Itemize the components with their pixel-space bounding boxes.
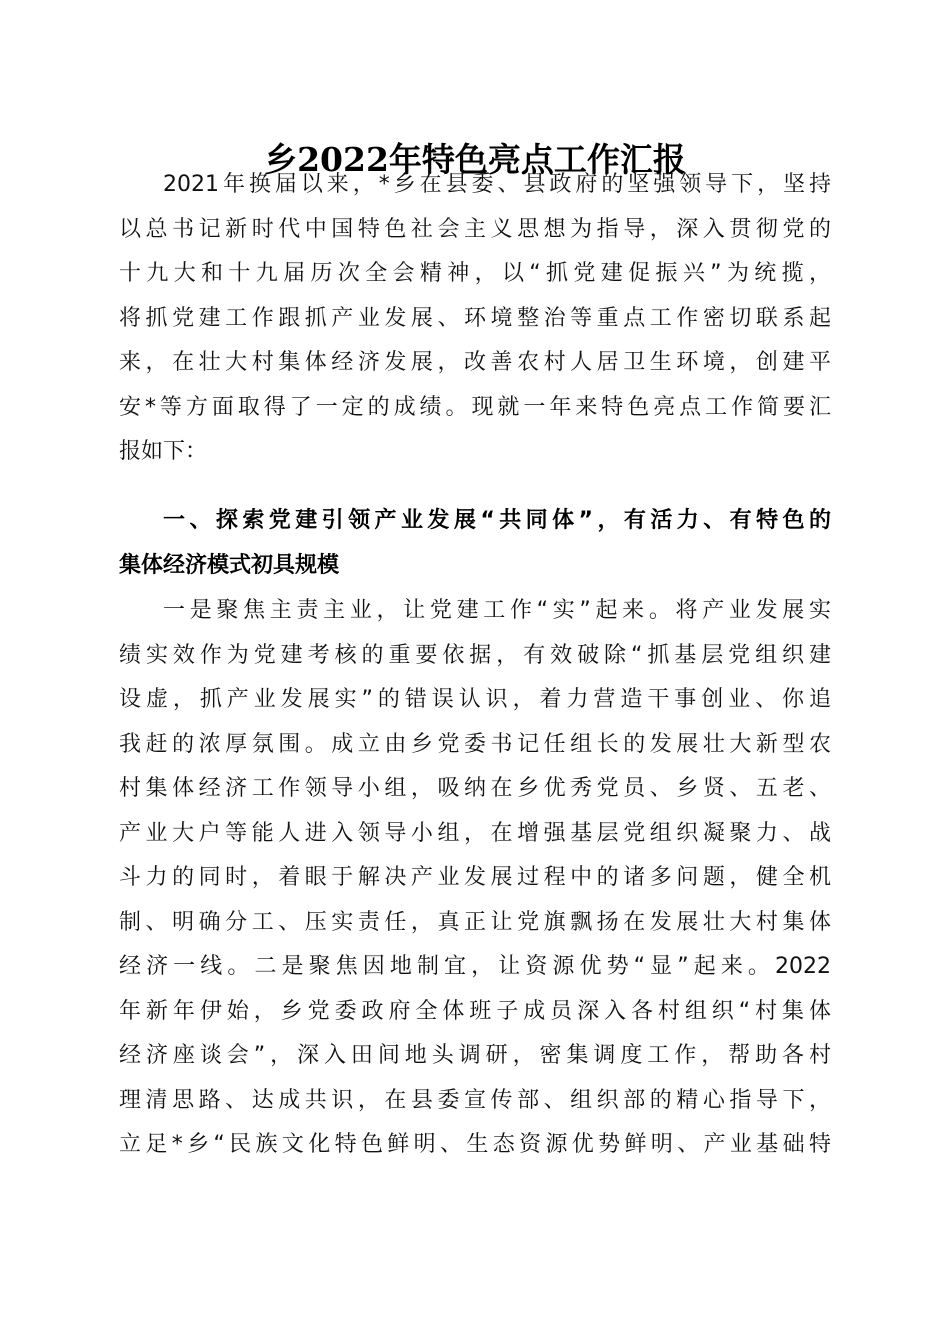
text-line: 产业大户等能人进入领导小组，在增强基层党组织凝聚力、战 xyxy=(119,820,831,846)
heading-line: 集体经济模式初具规模 xyxy=(119,552,340,578)
text-line: 理清思路、达成共识，在县委宣传部、组织部的精心指导下， xyxy=(119,1087,831,1113)
text-line: 绩实效作为党建考核的重要依据，有效破除“抓基层党组织建 xyxy=(119,642,831,668)
text-line: 立足*乡“民族文化特色鲜明、生态资源优势鲜明、产业基础特 xyxy=(119,1132,831,1157)
intro-paragraph xyxy=(119,163,831,475)
text-line: 斗力的同时，着眼于解决产业发展过程中的诸多问题，健全机 xyxy=(119,865,831,890)
text-line: 以总书记新时代中国特色社会主义思想为指导，深入贯彻党的 xyxy=(119,216,831,242)
text-line: 2021年换届以来，*乡在县委、县政府的坚强领导下，坚持 xyxy=(163,172,831,197)
text-line: 一是聚焦主责主业，让党建工作“实”起来。将产业发展实 xyxy=(163,598,831,623)
text-line: 设虚，抓产业发展实”的错误认识，着力营造干事创业、你追 xyxy=(119,687,831,712)
text-line: 经济一线。二是聚焦因地制宜，让资源优势“显”起来。2022 xyxy=(119,954,831,979)
text-line: 我赶的浓厚氛围。成立由乡党委书记任组长的发展壮大新型农 xyxy=(119,731,831,757)
text-line: 报如下： xyxy=(119,439,208,464)
text-line: 年新年伊始，乡党委政府全体班子成员深入各村组织“村集体 xyxy=(119,998,831,1024)
text-line: 十九大和十九届历次全会精神，以“抓党建促振兴”为统揽， xyxy=(119,261,831,286)
text-line: 安*等方面取得了一定的成绩。现就一年来特色亮点工作简要汇 xyxy=(119,394,831,420)
section-1-paragraph xyxy=(119,589,831,1168)
text-line: 制、明确分工、压实责任，真正让党旗飘扬在发展壮大村集体 xyxy=(119,909,831,935)
heading-line: 一、探索党建引领产业发展“共同体”，有活力、有特色的 xyxy=(163,508,831,533)
document-title: 乡2022年特色亮点工作汇报 xyxy=(264,140,686,179)
text-line: 来，在壮大村集体经济发展，改善农村人居卫生环境，创建平 xyxy=(119,350,831,375)
text-line: 将抓党建工作跟抓产业发展、环境整治等重点工作密切联系起 xyxy=(119,305,831,331)
text-line: 村集体经济工作领导小组，吸纳在乡优秀党员、乡贤、五老、 xyxy=(119,776,831,801)
section-heading-1 xyxy=(119,499,831,588)
text-line: 经济座谈会”，深入田间地头调研，密集调度工作，帮助各村 xyxy=(119,1043,831,1068)
